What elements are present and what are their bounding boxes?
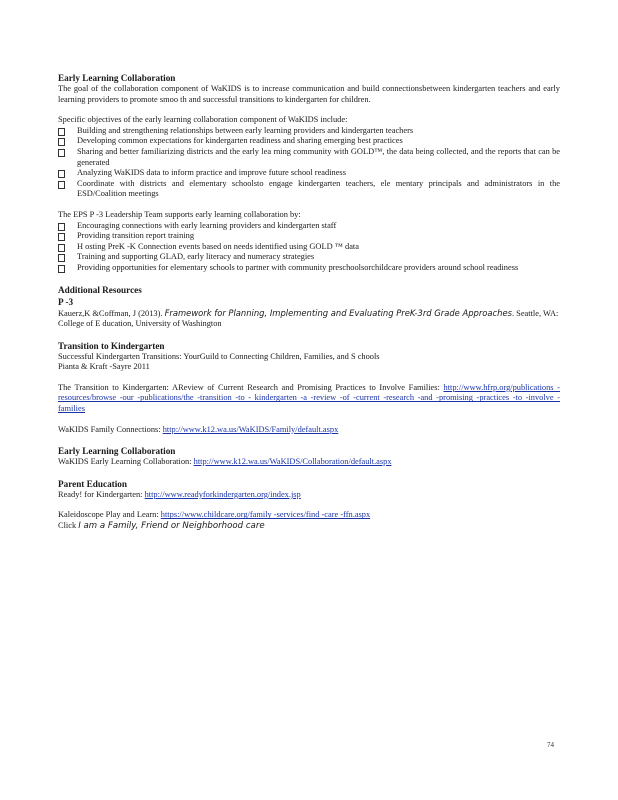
list-item: Encouraging connections with early learning providers and kindergarten staff: [58, 221, 560, 232]
objectives-list: [58, 126, 560, 200]
page-number: 74: [547, 741, 554, 749]
section-additional-resources: [58, 284, 560, 330]
list-item: Building and strengthening relationships between early learning providers and kindergarten teachers: [58, 126, 560, 137]
bullet-box-icon: [58, 128, 65, 136]
list-item: Coordinate with districts and elementary schoolsto engage kindergarten teachers, ele mentary principals and administrators in the ESD/Coalition meetings: [58, 179, 560, 200]
list-item: Training and supporting GLAD, early literacy and numeracy strategies: [58, 252, 560, 263]
bullet-box-icon: [58, 138, 65, 146]
bullet-box-icon: [58, 170, 65, 178]
list-item: Analyzing WaKIDS data to inform practice and improve future school readiness: [58, 168, 560, 179]
click-instruction: I am a Family, Friend or Neighborhood care: [78, 521, 265, 532]
section-heading: Additional Resources: [58, 284, 142, 295]
link-label: WaKIDS Early Learning Collaboration:: [58, 457, 192, 467]
wakids-family-link[interactable]: http://www.k12.wa.us/WaKIDS/Family/default.aspx: [162, 424, 339, 434]
reference-title: Framework for Planning, Implementing and Evaluating PreK-3rd Grade Approaches: [164, 307, 512, 318]
document-page: [58, 72, 560, 532]
paragraph: Specific objectives of the early learning collaboration component of WaKIDS include:: [58, 115, 348, 125]
supports-list: [58, 221, 560, 274]
section-early-learning-collaboration: [58, 72, 560, 200]
bullet-box-icon: [58, 181, 65, 189]
section-early-learning-collaboration-2: [58, 445, 560, 468]
click-label: Click: [58, 521, 77, 531]
kaleidoscope-link[interactable]: https://www.childcare.org/family -services/find -care -ffn.aspx: [160, 510, 371, 520]
bullet-box-icon: [58, 254, 65, 262]
reference-line: Successful Kindergarten Transitions: YourGuild to Connecting Children, Families, and S chools: [58, 351, 380, 361]
link-label: Ready! for Kindergarten:: [58, 489, 143, 499]
reference: Kauerz,K &Coffman, J (2013). Framework for Planning, Implementing and Evaluating PreK-3rd Grade Approaches. Seattle, WA: College of E ducation, University of Washington: [58, 307, 559, 329]
bullet-box-icon: [58, 244, 65, 252]
bullet-box-icon: [58, 233, 65, 241]
subsection-heading: P -3: [58, 296, 74, 307]
paragraph: The Transition to Kindergarten: AReview of Current Research and Promising Practices to Involve Families: http://www.hfrp.org/publications -resources/browse -our -publications/the -transition -to - kindergarten -a -review -of -current -research -and -promising -practices -to -involve -families: [58, 382, 560, 414]
list-item: Developing common expectations for kindergarten readiness and sharing emerging best practices: [58, 136, 560, 147]
wakids-collaboration-link[interactable]: http://www.k12.wa.us/WaKIDS/Collaboration/default.aspx: [193, 457, 392, 467]
paragraph: The goal of the collaboration component of WaKIDS is to increase communication and build connectionsbetween kindergarten teachers and early learning providers to promote smoo th and successful transitions to kindergarten for children.: [58, 84, 560, 104]
list-item: Sharing and better familiarizing districts and the early lea rning community with GOLD™, the data being collected, and the reports that can be generated: [58, 147, 560, 168]
bullet-box-icon: [58, 149, 65, 157]
link-label: Kaleidoscope Play and Learn:: [58, 510, 159, 520]
section-heading: Early Learning Collaboration: [58, 446, 176, 457]
ready-for-kindergarten-link[interactable]: http://www.readyforkindergarten.org/index.jsp: [144, 489, 301, 499]
hfrp-link[interactable]: http://www.hfrp.org/publications -resources/browse -our -publications/the -transition -to - kindergarten -a -review -of -current -research -and -promising -practices -to -involve -families: [58, 382, 560, 414]
link-label: WaKIDS Family Connections:: [58, 424, 161, 434]
list-item: Providing opportunities for elementary schools to partner with community preschoolsorchildcare providers around school readiness: [58, 263, 560, 274]
section-family-connections: [58, 425, 560, 436]
section-heading: Early Learning Collaboration: [58, 73, 176, 83]
bullet-box-icon: [58, 223, 65, 231]
section-transition: [58, 340, 560, 415]
section-heading: Parent Education: [58, 478, 127, 489]
list-item: H osting PreK -K Connection events based on needs identified using GOLD ™ data: [58, 242, 560, 253]
section-p3-leadership: [58, 210, 560, 274]
paragraph: The EPS P -3 Leadership Team supports early learning collaboration by:: [58, 209, 301, 219]
section-parent-education: [58, 478, 560, 532]
list-item: Providing transition report training: [58, 231, 560, 242]
section-heading: Transition to Kindergarten: [58, 340, 165, 351]
bullet-box-icon: [58, 265, 65, 273]
reference-line: Pianta & Kraft -Sayre 2011: [58, 362, 150, 372]
